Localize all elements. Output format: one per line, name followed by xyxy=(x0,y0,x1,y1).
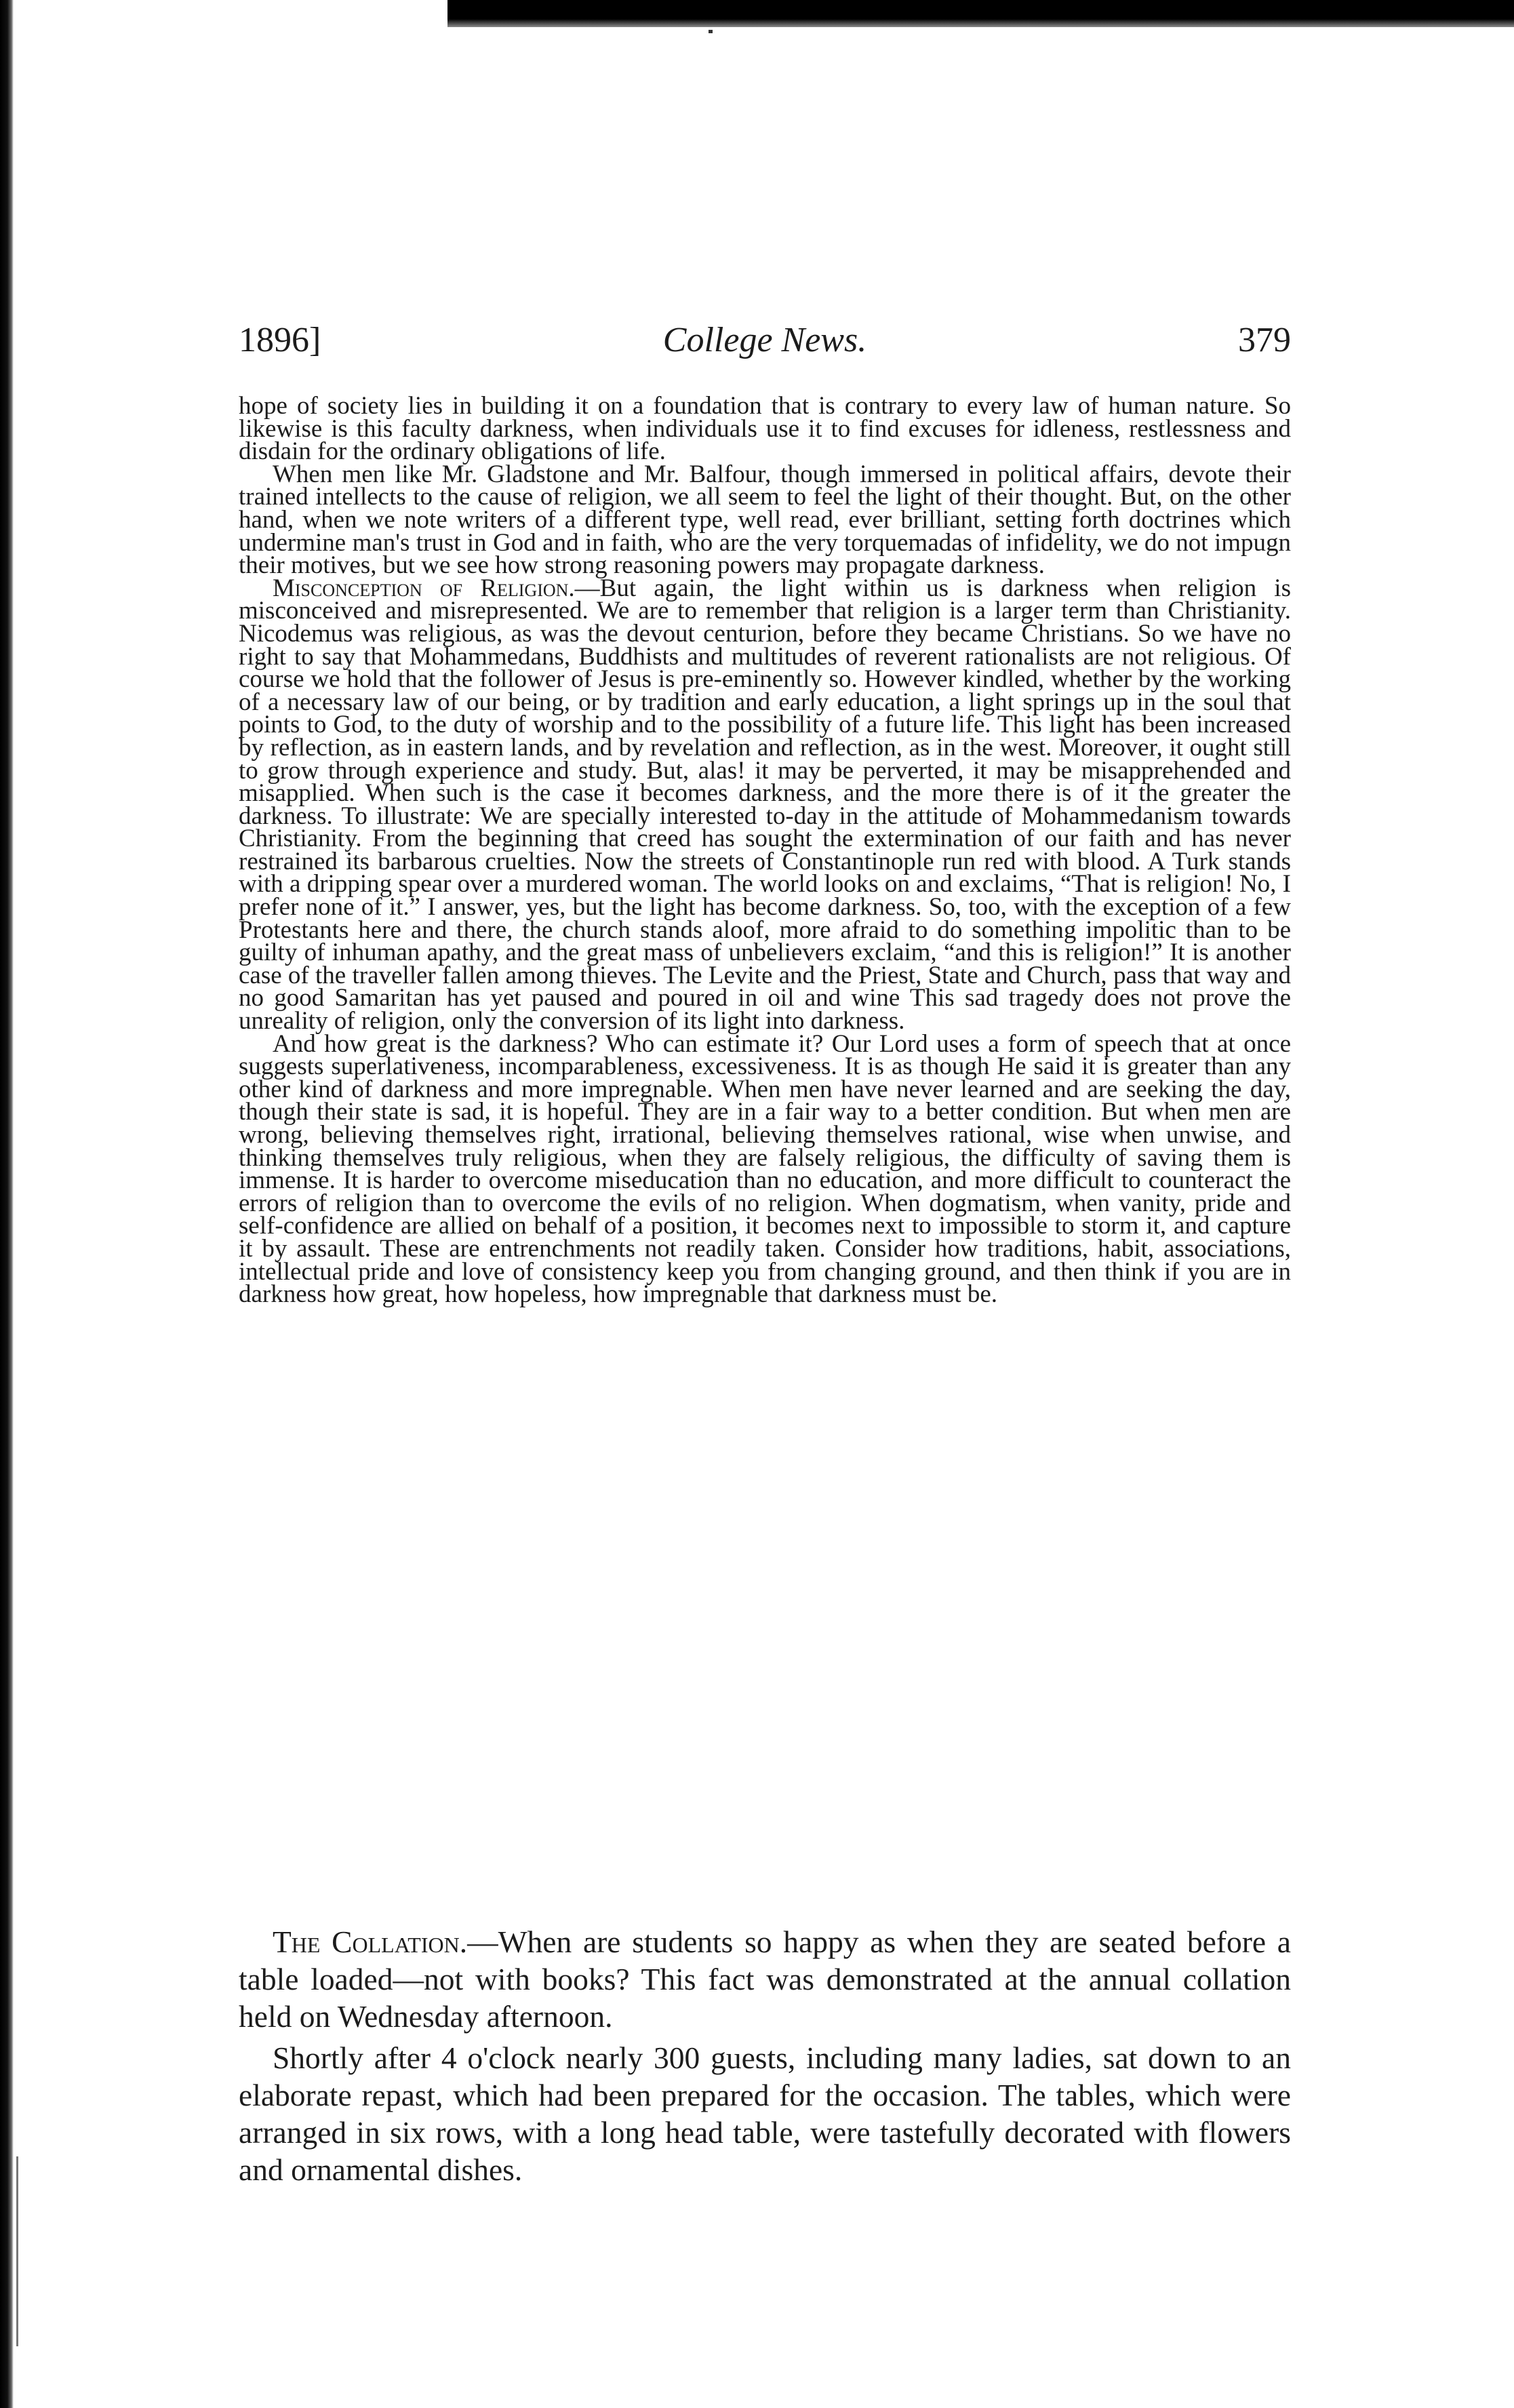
running-head-title: College News. xyxy=(662,321,867,359)
scan-edge-left xyxy=(0,0,14,2408)
paragraph xyxy=(239,574,1291,1035)
section-heading: The Collation. xyxy=(273,1925,468,1959)
paragraph-text: hope of society lies in building it on a foundation that is contrary to every law of human nature. So likewise is this faculty darkness, when individuals use it to find excuses for idleness, restlessness and disdain for the ordinary obligations of life. xyxy=(239,392,1291,466)
collation-article xyxy=(239,1923,1291,2192)
paragraph-text: —When are students so happy as when they are seated before a table loaded—not with books? This fact was demonstrated at the annual collation held on Wednesday afternoon. xyxy=(239,1925,1291,2034)
paragraph-text: Shortly after 4 o'clock nearly 300 guests, including many ladies, sat down to an elaborate repast, which had been prepared for the occasion. The tables, which were arranged in six rows, with a long head table, were tastefully decorated with flowers and ornamental dishes. xyxy=(239,2040,1291,2187)
paragraph xyxy=(239,1923,1291,2035)
section-heading: Misconception of Religion. xyxy=(273,574,575,602)
paragraph xyxy=(239,392,1291,466)
running-head xyxy=(239,313,1291,368)
scan-edge-top xyxy=(447,0,1514,27)
article-body xyxy=(239,392,1291,1309)
paragraph-text: And how great is the darkness? Who can estimate it? Our Lord uses a form of speech that at once suggests superlativeness, incomparableness, excessiveness. It is as though He said it is greater than any other kind of darkness and more impregnable. When men have never learned and are seeking the day, though their state is sad, it is hopeful. They are in a fair way to a better condition. But when men are wrong, believing themselves right, irrational, believing themselves rational, wise when unwise, and thinking themselves truly religious, when they are falsely religious, the difficulty of saving them is immense. It is harder to overcome miseducation than no education, and more difficult to counteract the errors of religion than to overcome the evils of no religion. When dogmatism, when vanity, pride and self-confidence are allied on behalf of a position, it becomes next to impossible to storm it, and capture it by assault. These are entrenchments not readily taken. Consider how traditions, habit, associations, intellectual pride and love of consistency keep you from changing ground, and then think if you are in darkness how great, how hopeless, how impregnable that darkness must be. xyxy=(239,1029,1291,1309)
scan-speck xyxy=(709,30,713,33)
paragraph xyxy=(239,1029,1291,1309)
scan-margin-mark xyxy=(16,2156,18,2346)
paragraph xyxy=(239,460,1291,580)
paragraph-text: When men like Mr. Gladstone and Mr. Balfour, though immersed in political affairs, devote their trained intellects to the cause of religion, we all seem to feel the light of their thought. But, on the other hand, when we note writers of a different type, well read, ever brilliant, setting forth doctrines which undermine man's trust in God and in faith, who are the very torquemadas of infidelity, we do not impugn their motives, but we see how strong reasoning powers may propagate darkness. xyxy=(239,460,1291,580)
page-number: 379 xyxy=(1238,321,1291,359)
paragraph-text: —But again, the light within us is darkness when religion is misconceived and misrepresented. We are to remember that religion is a larger term than Christianity. Nicodemus was religious, as was the devout centurion, before they became Christians. So we have no right to say that Mohammedans, Buddhists and multitudes of reverent rationalists are not religious. Of course we hold that the follower of Jesus is pre-eminently so. However kindled, whether by the working of a necessary law of our being, or by tradition and early education, a light springs up in the soul that points to God, to the duty of worship and to the possibility of a future life. This light has been increased by reflection, as in eastern lands, and by revelation and reflection, as in the west. Moreover, it ought still to grow through experience and study. But, alas! it may be perverted, it may be misapprehended and misapplied. When such is the case it becomes darkness, and the more there is of it the greater the darkness. To illustrate: We are specially interested to-day in the attitude of Mohammedanism towards Christianity. From the beginning that creed has sought the extermination of our faith and has never restrained its barbarous cruelties. Now the streets of Constantinople run red with blood. A Turk stands with a dripping spear over a murdered woman. The world looks on and exclaims, “That is religion! No, I prefer none of it.” I answer, yes, but the light has become darkness. So, too, with the exception of a few Protestants here and there, the church stands aloof, more afraid to do something impolitic than to be guilty of inhuman apathy, and the great mass of unbelievers exclaim, “and this is religion!” It is another case of the traveller fallen among thieves. The Levite and the Priest, State and Church, pass that way and no good Samaritan has yet paused and poured in oil and wine This sad tragedy does not prove the unreality of religion, only the conversion of its light into darkness. xyxy=(239,574,1291,1035)
running-head-year: 1896] xyxy=(239,321,321,359)
paragraph xyxy=(239,2039,1291,2188)
